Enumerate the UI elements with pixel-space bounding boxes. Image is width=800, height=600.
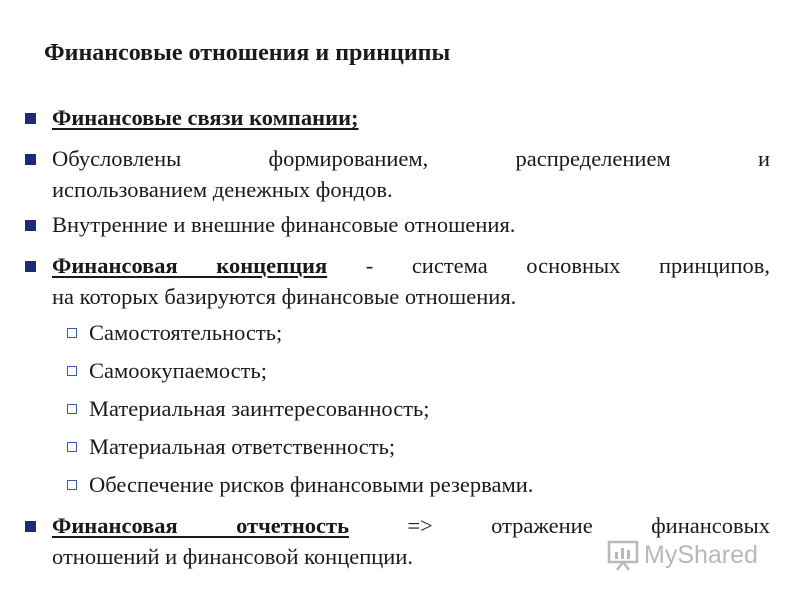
principle-item: Обеспечение рисков финансовыми резервами. — [89, 470, 533, 500]
financial-reporting-definition: => отражение финансовых — [348, 513, 770, 538]
principle-item: Материальная ответственность; — [89, 432, 395, 462]
bullet-internal-external-text: Внутренние и внешние финансовые отношения. — [52, 212, 516, 237]
financial-reporting-term: Финансовая отчетность — [52, 513, 349, 538]
bullet-financial-concept-line2: на которых базируются финансовые отношения. — [52, 284, 517, 309]
bullet-financial-links — [52, 102, 770, 133]
bullet-funds — [52, 143, 770, 205]
bullet-internal-external — [52, 209, 770, 240]
principle-item: Самостоятельность; — [89, 318, 282, 348]
principle-item: Материальная заинтересованность; — [89, 394, 430, 424]
financial-concept-definition: - система основных принципов, — [327, 253, 770, 278]
principle-item: Самоокупаемость; — [89, 356, 267, 386]
bullet-funds-line2: использованием денежных фондов. — [52, 177, 393, 202]
watermark — [606, 538, 758, 572]
bullet-financial-reporting-line1 — [52, 510, 770, 541]
watermark-text: MyShared — [644, 540, 758, 569]
bullet-funds-line1: Обусловлены формированием, распределением и — [52, 146, 770, 171]
presentation-board-icon — [606, 538, 640, 572]
bullet-financial-links-text: Финансовые связи компании; — [52, 105, 359, 130]
slide-title: Финансовые отношения и принципы — [44, 40, 451, 66]
bullet-financial-reporting-line2: отношений и финансовой концепции. — [52, 544, 414, 569]
financial-concept-term: Финансовая концепция — [52, 253, 328, 278]
bullet-financial-concept-line1 — [52, 250, 770, 281]
bullet-financial-concept — [52, 250, 770, 312]
